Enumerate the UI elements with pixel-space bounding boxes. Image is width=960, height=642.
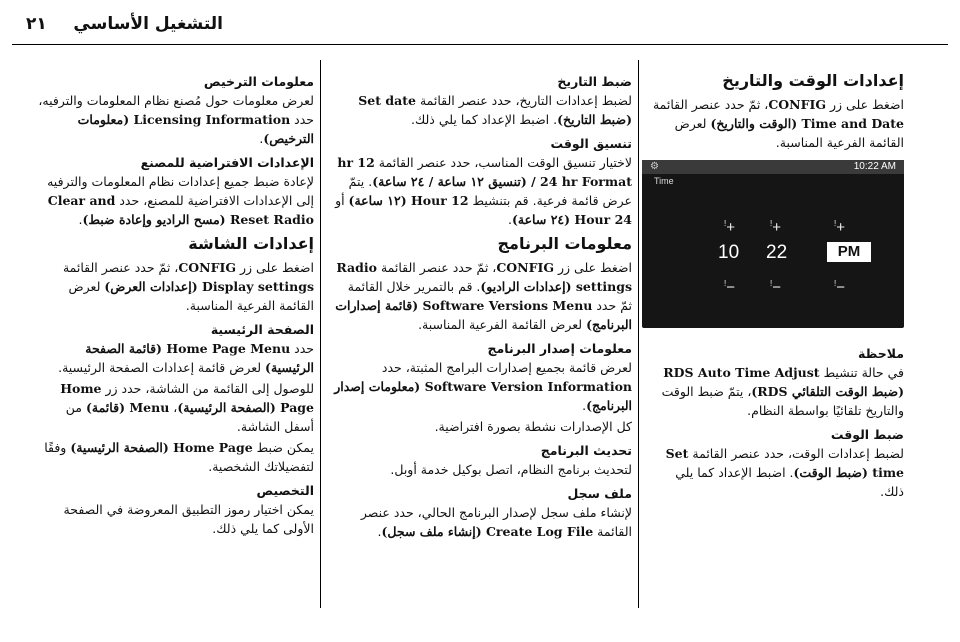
hour-plus-button[interactable]: !+ <box>724 219 735 236</box>
display-settings-text: اضغط على زر CONFIG، ثمّ حدد عنصر القائمة Display settings (إعدادات العرض) لعرض القائمة الفرعية المناسبة. <box>62 260 314 313</box>
customization-title: التخصيص <box>256 483 314 498</box>
note-title: ملاحظة <box>858 346 904 361</box>
home-page-title: الصفحة الرئيسية <box>210 322 314 337</box>
right-column <box>648 66 904 503</box>
page-title: التشغيل الأساسي <box>73 14 223 34</box>
page-number: ٢١ <box>26 14 47 34</box>
column-divider-left <box>320 60 321 608</box>
page-header <box>0 0 960 44</box>
set-time-title: ضبط الوقت <box>830 427 904 442</box>
header-rule <box>12 44 948 45</box>
section-title-time-date: إعدادات الوقت والتاريخ <box>722 71 904 90</box>
time-date-intro: اضغط على زر CONFIG، ثمّ حدد عنصر القائمة Time and Date (الوقت والتاريخ) لعرض القائمة الفرعية المناسبة. <box>652 97 904 150</box>
set-date-title: ضبط التاريخ <box>557 74 632 89</box>
hour-minus-button[interactable]: !− <box>724 279 735 296</box>
software-update-title: تحديث البرنامج <box>540 443 632 458</box>
software-info-title: معلومات البرنامج <box>497 234 632 253</box>
home-page-text-2: للوصول إلى القائمة من الشاشة، حدد زر Home Page (الصفحة الرئيسية)، Menu (قائمة) من أسفل الشاشة. <box>60 381 314 434</box>
log-file-title: ملف سجل <box>567 486 632 501</box>
ampm-plus-button[interactable]: !+ <box>834 219 845 236</box>
customization-text: يمكن اختيار رموز التطبيق المعروضة في الصفحة الأولى كما يلي ذلك. <box>63 502 314 536</box>
home-page-text-3: يمكن ضبط Home Page (الصفحة الرئيسية) وفقًا لتفضيلاتك الشخصية. <box>44 440 314 474</box>
software-info-text: اضغط على زر CONFIG، ثمّ حدد عنصر القائمة Radio settings (إعدادات الراديو). قم بالتمرير خلال القائمة ثمّ حدد Software Versions Menu (قائمة إصدارات البرنامج) لعرض القائمة الفرعية المناسبة. <box>335 260 632 332</box>
software-version-text: لعرض قائمة بجميع إصدارات البرامج المثبتة، حدد Software Version Information (معلومات إصدار البرنامج). <box>334 360 632 413</box>
hour-value: 10 <box>718 242 740 263</box>
ampm-minus-button[interactable]: !− <box>834 279 845 296</box>
factory-defaults-title: الإعدادات الافتراضية للمصنع <box>140 155 314 170</box>
software-update-text: لتحديث برنامج النظام، اتصل بوكيل خدمة أوبل. <box>390 462 632 477</box>
column-divider-right <box>638 60 639 608</box>
minute-minus-button[interactable]: !− <box>770 279 781 296</box>
ampm-value[interactable]: PM <box>827 242 871 262</box>
gear-icon: ⚙ <box>650 161 659 172</box>
software-version-note: كل الإصدارات نشطة بصورة افتراضية. <box>434 419 632 434</box>
software-version-title: معلومات إصدار البرنامج <box>487 341 632 356</box>
set-time-text: لضبط إعدادات الوقت، حدد عنصر القائمة Set time (ضبط الوقت). اضبط الإعداد كما يلي ذلك. <box>665 446 904 499</box>
note-text: في حالة تنشيط RDS Auto Time Adjust (ضبط الوقت التلقائي RDS)، يتمّ ضبط الوقت والتاريخ تلقائيًا بواسطة النظام. <box>661 365 904 418</box>
time-format-text: لاختيار تنسيق الوقت المناسب، حدد عنصر القائمة 12 hr / 24 hr Format (تنسيق ١٢ ساعة / ٢٤ ساعة). يتمّ عرض قائمة فرعية. قم بتنشيط 12 Hour (١٢ ساعة) أو 24 Hour (٢٤ ساعة). <box>335 155 632 227</box>
home-page-text-1: حدد Home Page Menu (قائمة الصفحة الرئيسية) لعرض قائمة إعدادات الصفحة الرئيسية. <box>58 341 314 375</box>
screen-top-bar <box>642 160 904 174</box>
display-settings-title: إعدادات الشاشة <box>188 234 314 253</box>
log-file-text: لإنشاء ملف سجل لإصدار البرنامج الحالي، حدد عنصر القائمة Create Log File (إنشاء ملف سجل). <box>360 505 632 539</box>
left-column <box>34 66 314 540</box>
time-format-title: تنسيق الوقت <box>550 136 632 151</box>
time-screen-figure <box>642 160 904 328</box>
minute-plus-button[interactable]: !+ <box>770 219 781 236</box>
set-date-text: لضبط إعدادات التاريخ، حدد عنصر القائمة Set date (ضبط التاريخ). اضبط الإعداد كما يلي ذلك. <box>358 93 632 127</box>
license-title: معلومات الترخيص <box>203 74 314 89</box>
minute-value: 22 <box>766 242 788 263</box>
middle-column <box>332 66 632 543</box>
screen-clock: 10:22 AM <box>853 161 896 172</box>
license-text: لعرض معلومات حول مُصنع نظام المعلومات والترفيه، حدد Licensing Information (معلومات الترخيص). <box>38 93 314 146</box>
screen-time-label: Time <box>654 176 674 186</box>
factory-defaults-text: لإعادة ضبط جميع إعدادات نظام المعلومات والترفيه إلى الإعدادات الافتراضية للمصنع، حدد Clear and Reset Radio (مسح الراديو وإعادة ضبط). <box>47 174 314 227</box>
